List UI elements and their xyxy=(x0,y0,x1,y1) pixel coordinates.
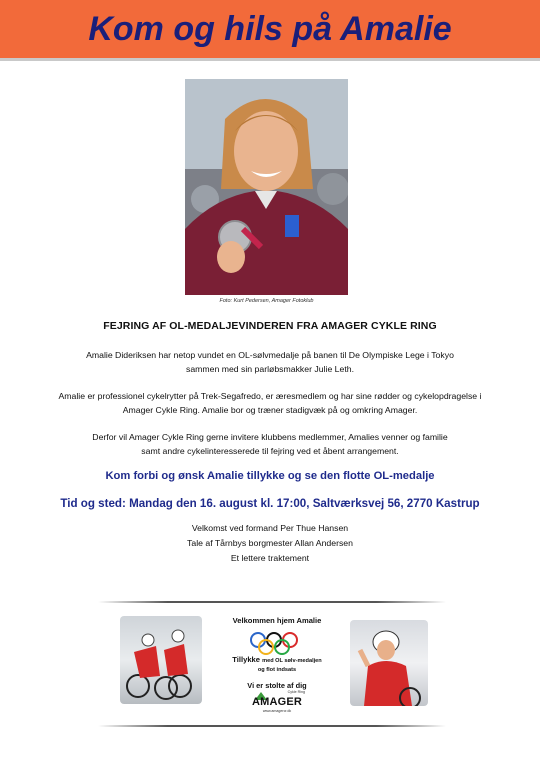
page-title: Kom og hils på Amalie xyxy=(88,10,452,48)
congrats-sub: og flot indsats xyxy=(257,667,297,673)
welcome-banner xyxy=(98,598,446,730)
logo-name: AMAGER xyxy=(251,696,303,708)
divider xyxy=(98,725,446,727)
photo-caption: Foto: Kurt Pedersen, Amager Fotoklub xyxy=(219,298,314,304)
paragraph-line: samt andre cykelinteresserede til fejring ved et åbent arrangement. xyxy=(141,446,399,456)
paragraph-profile xyxy=(40,389,500,417)
divider xyxy=(98,601,446,603)
program-item: Et lettere traktement xyxy=(230,553,310,563)
section-heading: FEJRING AF OL-MEDALJEVINDEREN FRA AMAGER CYKLE RING xyxy=(103,320,437,332)
paragraph-line: Amager Cykle Ring. Amalie bor og træner stadigvæk på og omkring Amager. xyxy=(122,405,418,415)
paragraph-line: sammen med sin parløbsmakker Julie Leth. xyxy=(185,364,355,374)
congrats-sub: med OL sølv-medaljen xyxy=(262,658,322,664)
paragraph-line: Derfor vil Amager Cykle Ring gerne invitere klubbens medlemmer, Amalies venner og familie xyxy=(92,432,448,442)
time-and-place: Tid og sted: Mandag den 16. august kl. 17:00, Saltværksvej 56, 2770 Kastrup xyxy=(60,497,480,510)
program-item: Tale af Tårnbys borgmester Allan Andersen xyxy=(187,538,353,548)
header-banner xyxy=(0,0,540,61)
athlete-photo xyxy=(185,79,348,295)
congrats-main: Tillykke xyxy=(232,655,260,664)
call-to-action: Kom forbi og ønsk Amalie tillykke og se den flotte OL-medalje xyxy=(105,470,435,482)
logo-url: www.amagercr.dk xyxy=(262,709,292,713)
cyclist-portrait-photo xyxy=(350,620,428,706)
proud-text: Vi er stolte af dig xyxy=(247,681,307,690)
banner-title: Velkommen hjem Amalie xyxy=(232,616,322,625)
paragraph-medal xyxy=(40,348,500,376)
paragraph-invitation xyxy=(40,430,500,458)
olympic-rings-icon xyxy=(249,632,299,656)
logo-subtitle: Cykle Ring xyxy=(287,690,305,694)
program-item: Velkomst ved formand Per Thue Hansen xyxy=(191,523,349,533)
paragraph-line: Amalie Dideriksen har netop vundet en OL-sølvmedalje på banen til De Olympiske Lege i Tokyo xyxy=(86,350,454,360)
congrats-text xyxy=(208,656,346,674)
paragraph-line: Amalie er professionel cykelrytter på Trek-Segafredo, er æresmedlem og har sine rødder og cykelopdragelse i xyxy=(58,391,482,401)
track-cyclists-photo xyxy=(120,616,202,704)
